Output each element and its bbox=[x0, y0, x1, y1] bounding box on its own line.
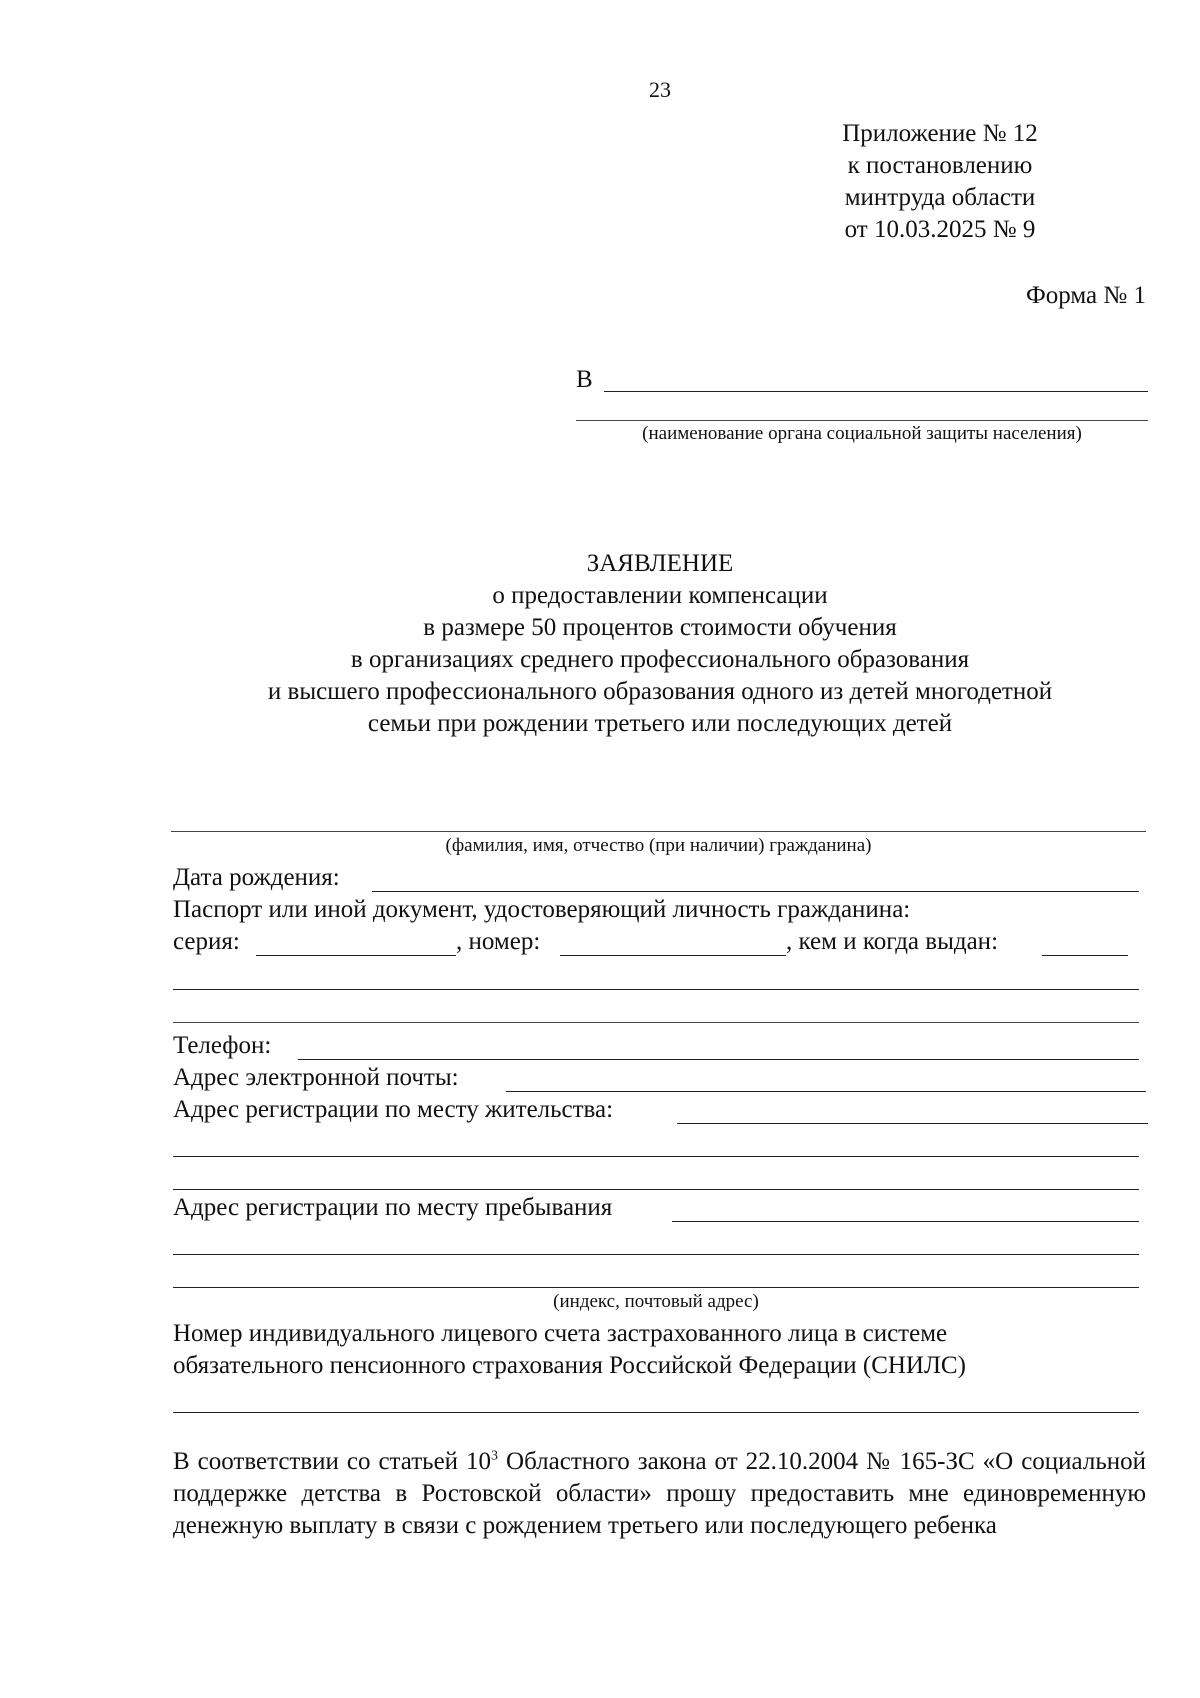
phone-label: Телефон: bbox=[173, 1032, 272, 1059]
fio-caption: (фамилия, имя, отчество (при наличии) гражданина) bbox=[445, 835, 872, 856]
appendix-line-2: к постановлению bbox=[847, 152, 1033, 179]
reg-residence-extra-line-2[interactable] bbox=[173, 1189, 1139, 1190]
series-label: серия: bbox=[173, 928, 240, 955]
phone-line[interactable] bbox=[298, 1059, 1139, 1060]
form-label: Форма № 1 bbox=[1026, 282, 1146, 309]
passport-extra-line-1[interactable] bbox=[173, 989, 1139, 990]
passport-label: Паспорт или иной документ, удостоверяющий личность гражданина: bbox=[173, 896, 911, 923]
address-caption: (индекс, почтовый адрес) bbox=[553, 1291, 759, 1312]
title-line-1: о предоставлении компенсации bbox=[492, 582, 828, 609]
email-label: Адрес электронной почты: bbox=[173, 1064, 459, 1091]
reg-residence-label: Адрес регистрации по месту жительства: bbox=[173, 1096, 614, 1123]
title-line-2: в размере 50 процентов стоимости обучения bbox=[423, 614, 897, 641]
reg-residence-line[interactable] bbox=[677, 1123, 1148, 1124]
appendix-line-3: минтруда области bbox=[844, 184, 1036, 211]
issued-label: , кем и когда выдан: bbox=[786, 928, 999, 955]
series-line[interactable] bbox=[256, 955, 456, 956]
number-label: , номер: bbox=[456, 928, 541, 955]
recipient-line-2[interactable] bbox=[576, 420, 1148, 421]
title-line-5: семьи при рождении третьего или последующих детей bbox=[367, 710, 953, 737]
birth-date-label: Дата рождения: bbox=[173, 864, 340, 891]
passport-extra-line-2[interactable] bbox=[173, 1022, 1139, 1023]
statement-part-2: Областного закона от 22.10.2004 № 165-ЗС «О социальной поддержке детства в Ростовской области» прошу предоставить мне единовременную денежную выплату в связи с рождением третьего или последующего ребенка bbox=[173, 1448, 1146, 1539]
reg-stay-extra-line-1[interactable] bbox=[173, 1254, 1139, 1255]
reg-stay-line[interactable] bbox=[672, 1221, 1139, 1222]
statement-part-1: В соответствии со статьей 10 bbox=[173, 1448, 492, 1475]
email-line[interactable] bbox=[506, 1091, 1146, 1092]
recipient-prefix: В bbox=[576, 366, 593, 393]
snils-line[interactable] bbox=[173, 1412, 1139, 1413]
issued-line[interactable] bbox=[1042, 955, 1128, 956]
appendix-line-4: от 10.03.2025 № 9 bbox=[844, 216, 1036, 243]
recipient-line[interactable] bbox=[604, 391, 1148, 392]
birth-date-line[interactable] bbox=[372, 891, 1139, 892]
fio-line[interactable] bbox=[171, 831, 1146, 832]
title-line-3: в организациях среднего профессионального образования bbox=[350, 646, 970, 673]
reg-residence-extra-line-1[interactable] bbox=[173, 1156, 1139, 1157]
recipient-caption: (наименование органа социальной защиты населения) bbox=[642, 423, 1082, 444]
number-line[interactable] bbox=[560, 955, 786, 956]
reg-stay-label: Адрес регистрации по месту пребывания bbox=[173, 1194, 613, 1221]
snils-label-line-2: обязательного пенсионного страхования Российской Федерации (СНИЛС) bbox=[173, 1352, 966, 1379]
reg-stay-extra-line-2[interactable] bbox=[173, 1287, 1139, 1288]
appendix-line-1: Приложение № 12 bbox=[842, 120, 1038, 147]
snils-label-line-1: Номер индивидуального лицевого счета застрахованного лица в системе bbox=[173, 1320, 948, 1347]
statement-paragraph bbox=[173, 1446, 1146, 1542]
title-line-4: и высшего профессионального образования одного из детей многодетной bbox=[267, 678, 1053, 705]
page-number: 23 bbox=[649, 77, 671, 102]
statement-superscript: 3 bbox=[491, 1448, 499, 1464]
title-heading: ЗАЯВЛЕНИЕ bbox=[586, 550, 734, 577]
